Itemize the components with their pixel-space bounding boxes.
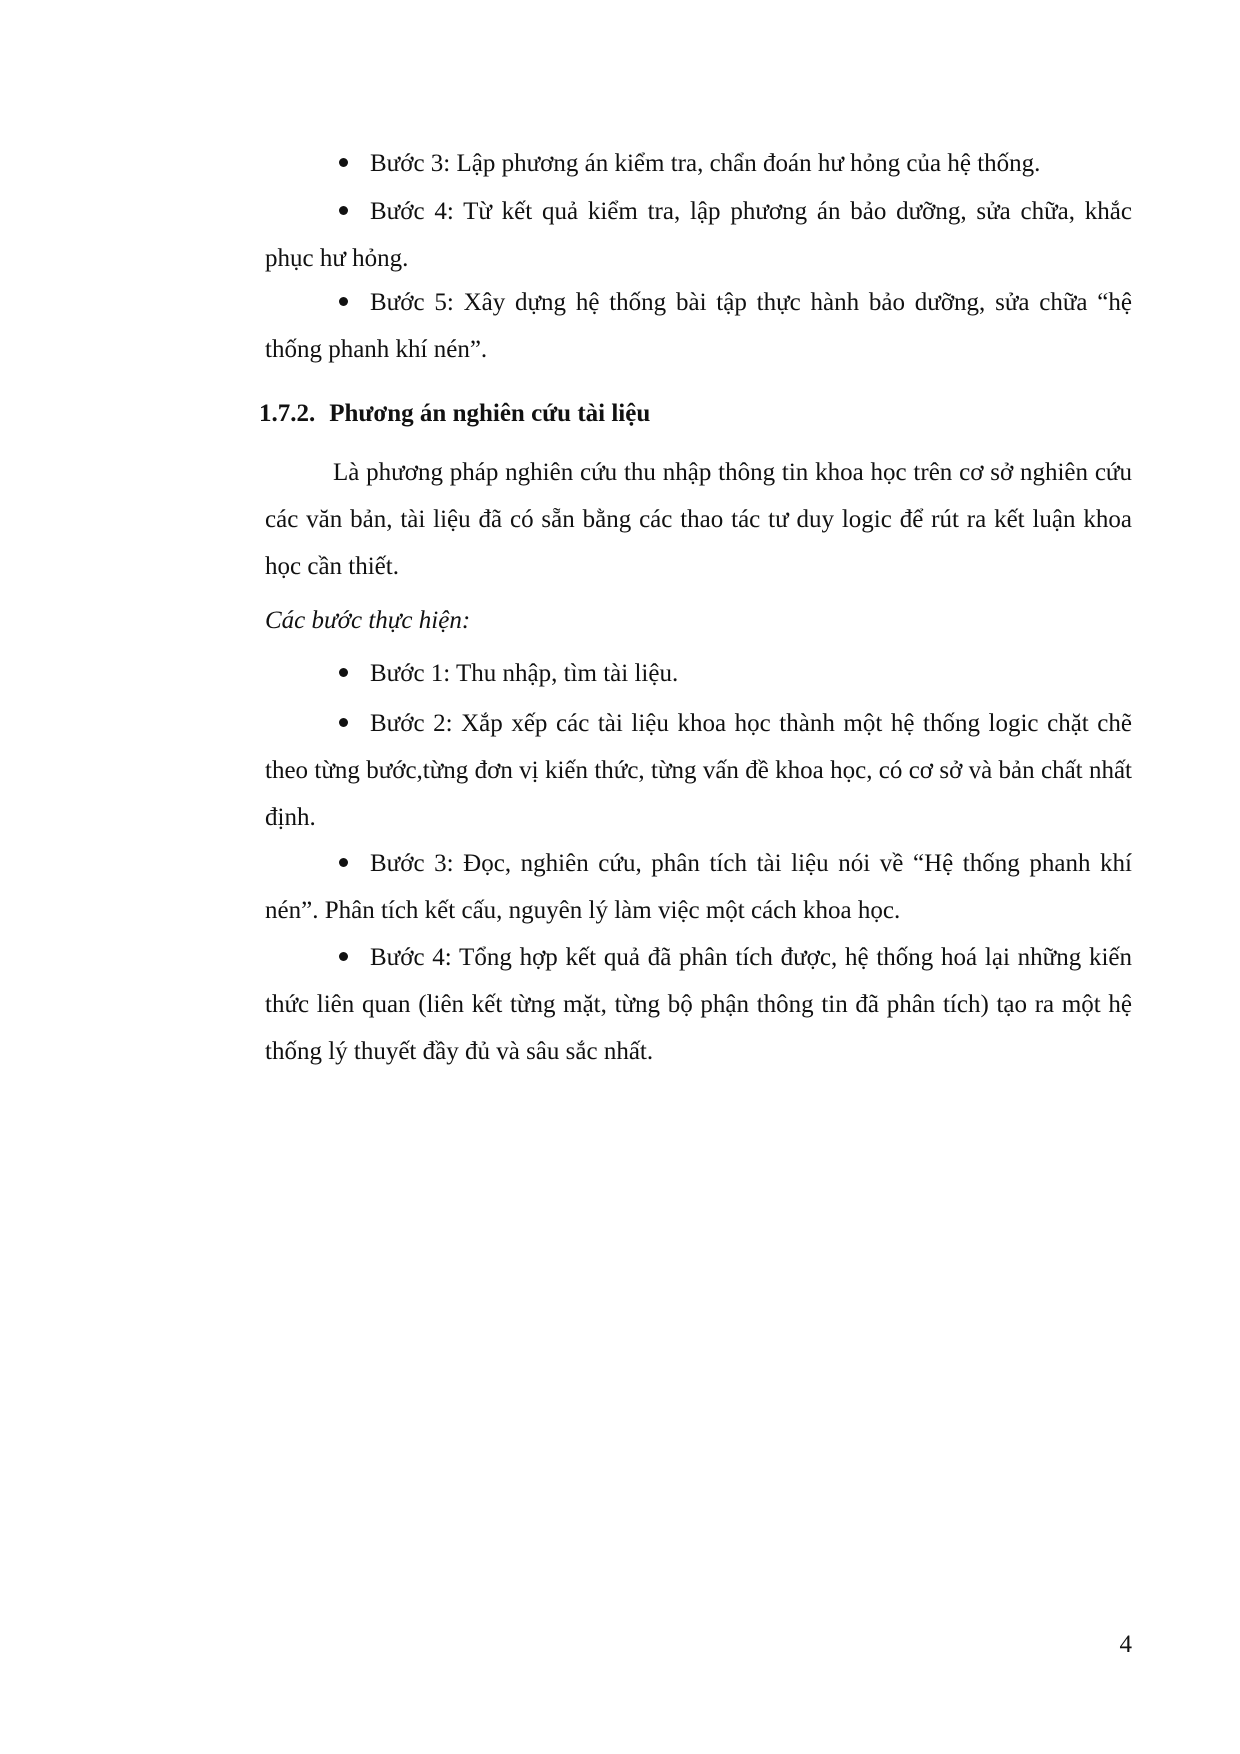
list-item-text: Bước 1: Thu nhập, tìm tài liệu. <box>370 660 679 687</box>
page-number: 4 <box>1119 1631 1132 1658</box>
list-item-text: Bước 4: Tổng hợp kết quả đã phân tích được, hệ thống hoá lại những kiến thức liên quan (liên kết từng mặt, từng bộ phận thông tin đã phân tích) tạo ra một hệ thống lý thuyết đầy đủ và sâu sắc nhất. <box>265 944 1132 1065</box>
section-heading <box>259 390 650 437</box>
list-item <box>265 934 1132 1075</box>
list-item-text: Bước 3: Đọc, nghiên cứu, phân tích tài liệu nói về “Hệ thống phanh khí nén”. Phân tích kết cấu, nguyên lý làm việc một cách khoa học. <box>265 850 1132 924</box>
intro-paragraph: Là phương pháp nghiên cứu thu nhập thông tin khoa học trên cơ sở nghiên cứu các văn bản, tài liệu đã có sẵn bằng các thao tác tư duy logic để rút ra kết luận khoa học cần thiết. <box>265 459 1132 580</box>
list-item-text: Bước 5: Xây dựng hệ thống bài tập thực hành bảo dưỡng, sửa chữa “hệ thống phanh khí nén”. <box>265 289 1132 363</box>
bullet-icon <box>339 858 348 867</box>
bullet-icon <box>339 718 348 727</box>
list-item-text: Bước 4: Từ kết quả kiểm tra, lập phương án bảo dưỡng, sửa chữa, khắc phục hư hỏng. <box>265 198 1132 272</box>
section-number: 1.7.2. <box>259 400 316 427</box>
list-item <box>265 140 1132 187</box>
list-item-text: Bước 3: Lập phương án kiểm tra, chẩn đoán hư hỏng của hệ thống. <box>370 150 1041 177</box>
bullet-icon <box>339 297 348 306</box>
steps-label: Các bước thực hiện: <box>265 607 471 634</box>
bullet-icon <box>339 668 348 677</box>
list-item <box>265 700 1132 841</box>
bullet-icon <box>339 206 348 215</box>
section-title: Phương án nghiên cứu tài liệu <box>329 400 651 427</box>
list-item <box>265 840 1132 934</box>
bullet-icon <box>339 952 348 961</box>
list-item <box>265 650 1132 697</box>
bullet-icon <box>339 158 348 167</box>
list-item <box>265 188 1132 282</box>
list-item <box>265 279 1132 373</box>
list-item-text: Bước 2: Xắp xếp các tài liệu khoa học thành một hệ thống logic chặt chẽ theo từng bước,từng đơn vị kiến thức, từng vấn đề khoa học, có cơ sở và bản chất nhất định. <box>265 710 1132 831</box>
